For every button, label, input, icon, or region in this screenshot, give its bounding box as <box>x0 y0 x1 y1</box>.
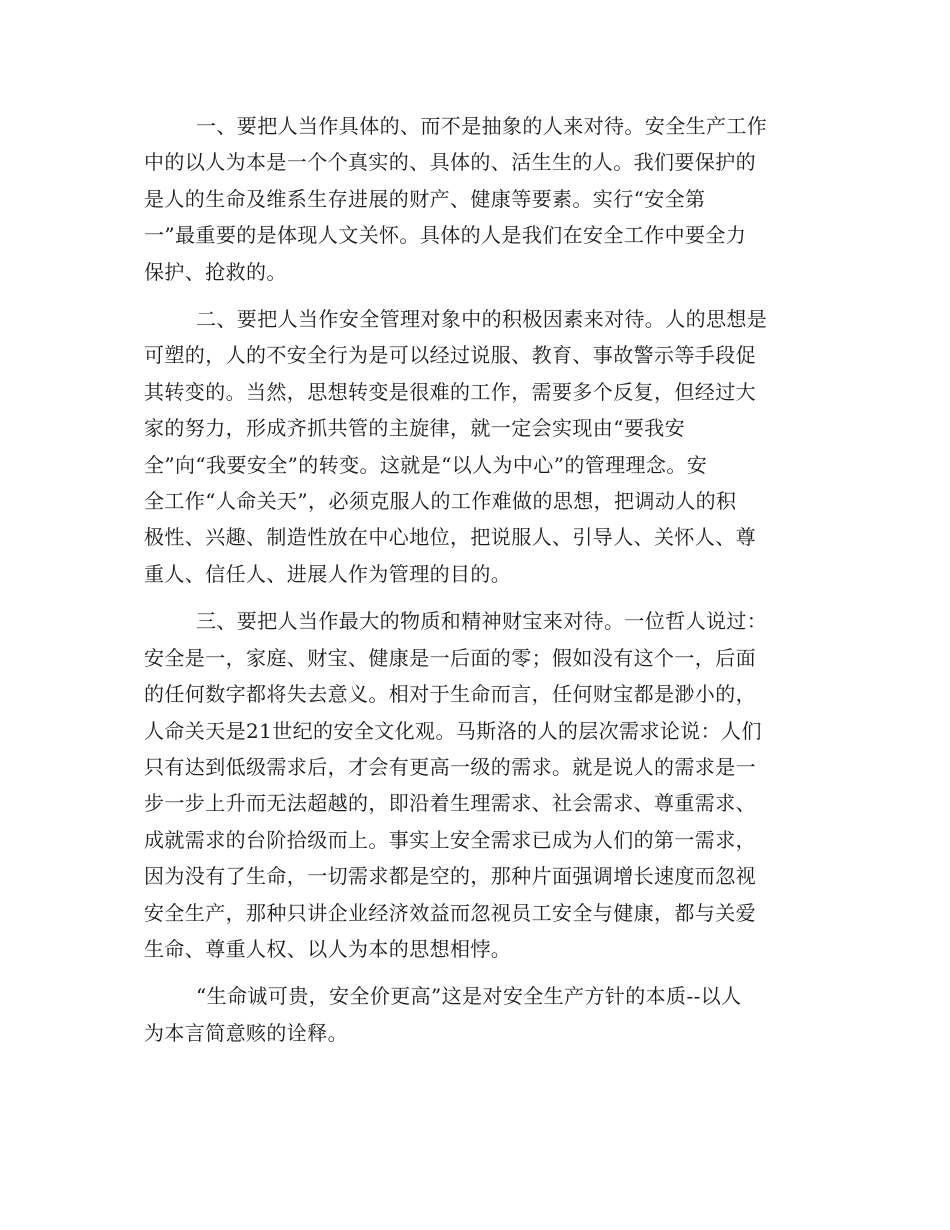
text-line: 其转变的。当然，思想转变是很难的工作，需要多个反复，但经过大 <box>144 379 756 404</box>
text-line: 保护、抢救的。 <box>144 259 287 284</box>
text-line: 的任何数字都将失去意义。相对于生命而言，任何财宝都是渺小的， <box>144 682 756 707</box>
paragraph-1 <box>144 108 806 290</box>
text-line: 一”最重要的是体现人文关怀。具体的人是我们在安全工作中要全力 <box>144 223 747 248</box>
text-line: 全”向“我要安全”的转变。这就是“以人为中心”的管理理念。安 <box>144 452 708 477</box>
text-line: 安全生产，那种只讲企业经济效益而忽视员工安全与健康，都与关爱 <box>144 900 756 925</box>
text-line: 一、要把人当作具体的、而不是抽象的人来对待。安全生产工作 <box>196 114 768 138</box>
text-line: 家的努力，形成齐抓共管的主旋律，就一定会实现由“要我安 <box>144 416 686 441</box>
text-line: 是人的生命及维系生存进展的财产、健康等要素。实行“安全第 <box>144 186 706 211</box>
document-body <box>144 108 806 1062</box>
text-line: 成就需求的台阶拾级而上。事实上安全需求已成为人们的第一需求， <box>144 827 756 852</box>
paragraph-2 <box>144 301 806 592</box>
text-line: 为本言简意赅的诠释。 <box>144 1020 348 1045</box>
text-line: 因为没有了生命，一切需求都是空的，那种片面强调增长速度而忽视 <box>144 864 756 889</box>
paragraph-4 <box>144 978 806 1051</box>
text-line: 中的以人为本是一个个真实的、具体的、活生生的人。我们要保护的 <box>144 150 756 175</box>
text-line: 安全是一，家庭、财宝、健康是一后面的零；假如没有这个一，后面 <box>144 645 756 670</box>
text-line: 生命、尊重人权、以人为本的思想相悖。 <box>144 936 512 961</box>
text-line: 三、要把人当作最大的物质和精神财宝来对待。一位哲人说过： <box>196 609 768 634</box>
text-line: 步一步上升而无法超越的，即沿着生理需求、社会需求、尊重需求、 <box>144 791 756 816</box>
text-line: 重人、信任人、进展人作为管理的目的。 <box>144 561 512 586</box>
text-line: 只有达到低级需求后，才会有更高一级的需求。就是说人的需求是一 <box>144 754 756 779</box>
text-line: 二、要把人当作安全管理对象中的积极因素来对待。人的思想是 <box>196 307 768 332</box>
text-line: 极性、兴趣、制造性放在中心地位，把说服人、引导人、关怀人、尊 <box>144 525 756 550</box>
text-line: 全工作“人命关天”，必须克服人的工作难做的思想，把调动人的积 <box>144 489 737 514</box>
paragraph-3 <box>144 603 806 967</box>
text-line: 可塑的，人的不安全行为是可以经过说服、教育、事故警示等手段促 <box>144 343 756 368</box>
text-line: “生命诚可贵，安全价更高”这是对安全生产方针的本质--以人 <box>196 984 742 1009</box>
text-line: 人命关天是21世纪的安全文化观。马斯洛的人的层次需求论说：人们 <box>144 718 762 743</box>
